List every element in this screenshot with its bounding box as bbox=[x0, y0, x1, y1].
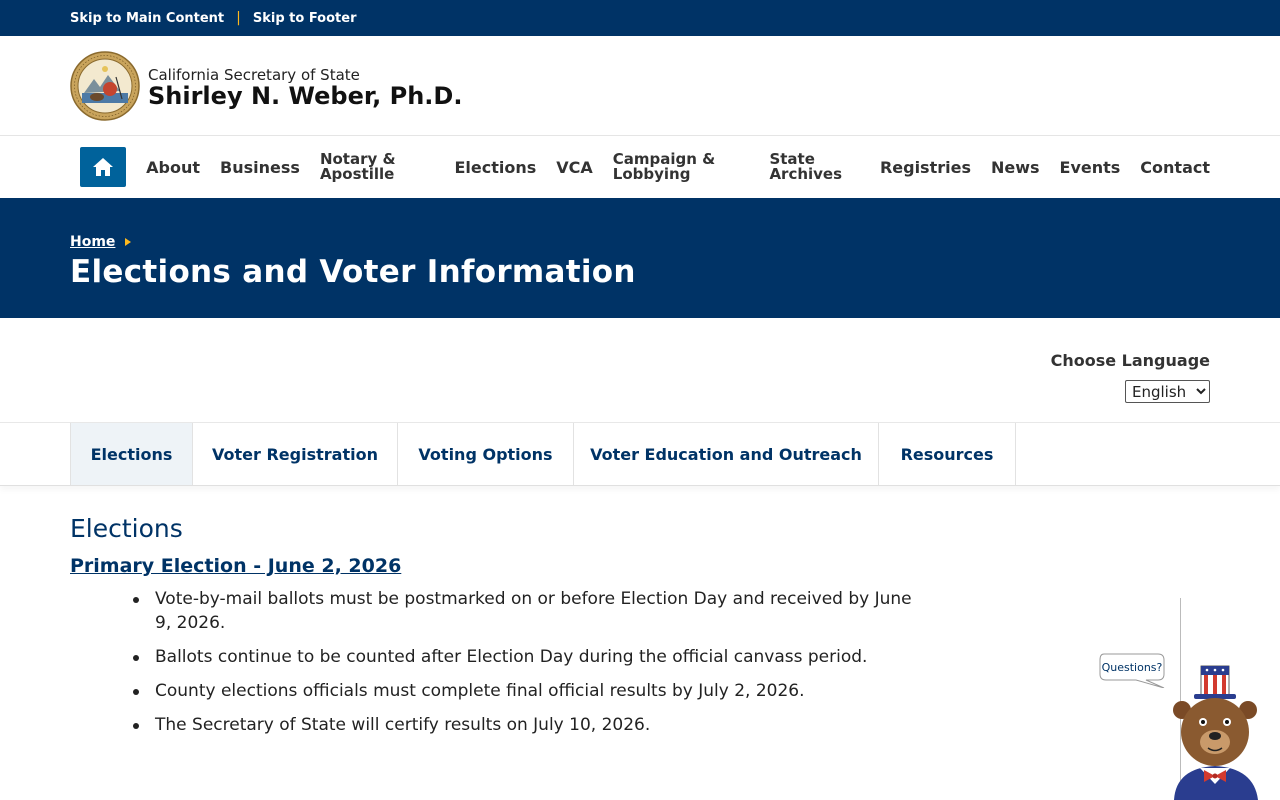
skip-bar bbox=[0, 0, 1280, 36]
language-select[interactable] bbox=[1125, 380, 1210, 403]
home-button[interactable] bbox=[80, 147, 126, 187]
list-item: Vote-by-mail ballots must be postmarked on or before Election Day and received by June 9, 2026. bbox=[155, 587, 930, 635]
language-label: Choose Language bbox=[1050, 351, 1210, 370]
skip-to-footer-link[interactable]: Skip to Footer bbox=[252, 10, 357, 26]
section-heading: Elections bbox=[70, 514, 183, 543]
primary-election-link[interactable]: Primary Election - June 2, 2026 bbox=[70, 555, 402, 577]
language-section bbox=[0, 318, 1280, 422]
tab-voter-registration[interactable]: Voter Registration bbox=[193, 423, 398, 485]
list-item: Ballots continue to be counted after Election Day during the official canvass period. bbox=[155, 645, 930, 669]
bear-mascot-icon[interactable] bbox=[1170, 664, 1262, 800]
nav-campaign-lobbying[interactable]: Campaign & Lobbying bbox=[612, 150, 716, 183]
chat-bubble-text: Questions? bbox=[1101, 661, 1163, 674]
page-banner bbox=[0, 198, 1280, 318]
nav-vca[interactable]: VCA bbox=[556, 157, 593, 177]
breadcrumb-home-link[interactable]: Home bbox=[70, 234, 116, 250]
state-seal-icon[interactable] bbox=[70, 51, 140, 121]
speech-bubble-icon[interactable] bbox=[1098, 652, 1166, 688]
nav-about[interactable]: About bbox=[146, 157, 201, 177]
main-nav bbox=[0, 136, 1280, 198]
skip-to-main-link[interactable]: Skip to Main Content bbox=[70, 10, 225, 26]
section-tabs bbox=[0, 422, 1280, 486]
nav-state-archives[interactable]: State Archives bbox=[769, 150, 843, 183]
nav-business[interactable]: Business bbox=[220, 157, 300, 177]
election-dates-list bbox=[70, 587, 930, 737]
home-icon bbox=[92, 157, 114, 177]
nav-contact[interactable]: Contact bbox=[1140, 157, 1210, 177]
nav-registries[interactable]: Registries bbox=[879, 157, 971, 177]
breadcrumb-arrow-icon bbox=[125, 238, 131, 246]
tab-resources[interactable]: Resources bbox=[879, 423, 1016, 485]
tab-elections[interactable]: Elections bbox=[70, 423, 193, 485]
breadcrumb bbox=[70, 234, 1280, 250]
list-item: The Secretary of State will certify results on July 10, 2026. bbox=[155, 713, 930, 737]
org-name: California Secretary of State bbox=[148, 65, 360, 84]
tab-voter-education[interactable]: Voter Education and Outreach bbox=[574, 423, 879, 485]
nav-news[interactable]: News bbox=[990, 157, 1040, 177]
page-title: Elections and Voter Information bbox=[70, 254, 636, 290]
nav-notary-apostille[interactable]: Notary & Apostille bbox=[319, 150, 396, 183]
nav-elections[interactable]: Elections bbox=[454, 157, 537, 177]
main-content bbox=[0, 486, 1280, 737]
tab-voting-options[interactable]: Voting Options bbox=[398, 423, 574, 485]
official-name[interactable]: Shirley N. Weber, Ph.D. bbox=[148, 81, 463, 110]
list-item: County elections officials must complete final official results by July 2, 2026. bbox=[155, 679, 930, 703]
skip-separator: | bbox=[236, 10, 241, 26]
nav-events[interactable]: Events bbox=[1059, 157, 1121, 177]
chat-widget[interactable] bbox=[1098, 652, 1268, 800]
site-header bbox=[0, 36, 1280, 136]
